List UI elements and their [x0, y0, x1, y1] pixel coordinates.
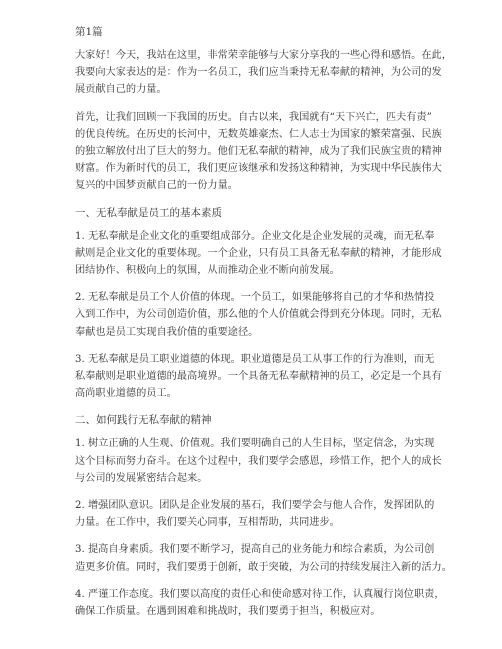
- chapter-label: 第1篇: [75, 26, 103, 38]
- paragraph-line: 2. 增强团队意识。团队是企业发展的基石，我们要学会与他人合作，发挥团队的: [75, 500, 435, 512]
- paragraph-line: 造更多价值。同时，我们要勇于创新，敢于突破，为公司的持续发展注入新的活力。: [75, 561, 452, 573]
- paragraph-line: 4. 严谨工作态度。我们要以高度的责任心和使命感对待工作，认真履行岗位职责，: [75, 588, 445, 600]
- paragraph-line: 确保工作质量。在遇到困难和挑战时，我们要勇于担当，积极应对。: [75, 606, 381, 618]
- paragraph-line: 的独立解放付出了巨大的努力。他们无私奉献的精神，成为了我们民族宝贵的精神: [75, 146, 442, 158]
- paragraph-line: 的优良传统。在历史的长河中，无数英雄豪杰、仁人志士为国家的繁荣富强、民族: [75, 128, 442, 140]
- paragraph: [75, 586, 464, 620]
- paragraph: [75, 541, 464, 575]
- paragraph-line: 团结协作、积极向上的氛围，从而推动企业不断向前发展。: [75, 265, 340, 277]
- paragraph-line: 展贡献自己的力量。: [75, 84, 167, 96]
- paragraph-line: 入到工作中，为公司创造价值，那么他的个人价值就会得到充分体现。同时，无私: [75, 309, 442, 321]
- paragraph-line: 1. 树立正确的人生观、价值观。我们要明确自己的人生目标，坚定信念，为实现: [75, 438, 435, 450]
- paragraph-line: 首先，让我们回顾一下我国的历史。自古以来，我国就有“天下兴亡，匹夫有责”: [75, 111, 432, 123]
- paragraph: [75, 109, 464, 195]
- paragraph-line: 2. 无私奉献是员工个人价值的体现。一个员工，如果能够将自己的才华和热情投: [75, 292, 435, 304]
- document-body: [75, 47, 464, 620]
- paragraph-line: 大家好！今天，我站在这里，非常荣幸能够与大家分享我的一些心得和感悟。在此，: [75, 50, 452, 61]
- paragraph-line: 高尚职业道德的员工。: [75, 388, 177, 400]
- paragraph: [75, 47, 464, 99]
- paragraph-line: 3. 无私奉献是员工职业道德的体现。职业道德是员工从事工作的行为准则，而无: [75, 353, 435, 365]
- paragraph-line: 3. 提高自身素质。我们要不断学习，提高自己的业务能力和综合素质，为公司创: [75, 544, 435, 556]
- paragraph: [75, 228, 464, 280]
- paragraph-line: 我要向大家表达的是：作为一名员工，我们应当秉持无私奉献的精神，为公司的发: [75, 67, 442, 79]
- paragraph: [75, 289, 464, 341]
- paragraph-line: 与公司的发展紧密结合起来。: [75, 472, 208, 484]
- paragraph-line: 1. 无私奉献是企业文化的重要组成部分。企业文化是企业发展的灵魂，而无私奉: [75, 230, 435, 242]
- paragraph-line: 复兴的中国梦贡献自己的一份力量。: [75, 180, 238, 192]
- paragraph-line: 私奉献则是职业道德的最高境界。一个具备无私奉献精神的员工，必定是一个具有: [75, 371, 442, 383]
- paragraph: [75, 351, 464, 403]
- section-heading: 一、无私奉献是员工的基本素质: [75, 206, 222, 219]
- paragraph-line: 这个目标而努力奋斗。在这个过程中，我们要学会感恩，珍惜工作，把个人的成长: [75, 455, 442, 467]
- paragraph-line: 力量。在工作中，我们要关心同事，互相帮助，共同进步。: [75, 517, 340, 529]
- paragraph-line: 献则是企业文化的重要体现。一个企业，只有员工具备无私奉献的精神，才能形成: [75, 247, 442, 259]
- paragraph-line: 奉献也是员工实现自我价值的重要途径。: [75, 326, 259, 338]
- paragraph: [75, 497, 464, 531]
- section-heading: 二、如何践行无私奉献的精神: [75, 414, 212, 427]
- paragraph-line: 财富。作为新时代的员工，我们更应该继承和发扬这种精神，为实现中华民族伟大: [75, 163, 442, 175]
- paragraph: [75, 435, 464, 487]
